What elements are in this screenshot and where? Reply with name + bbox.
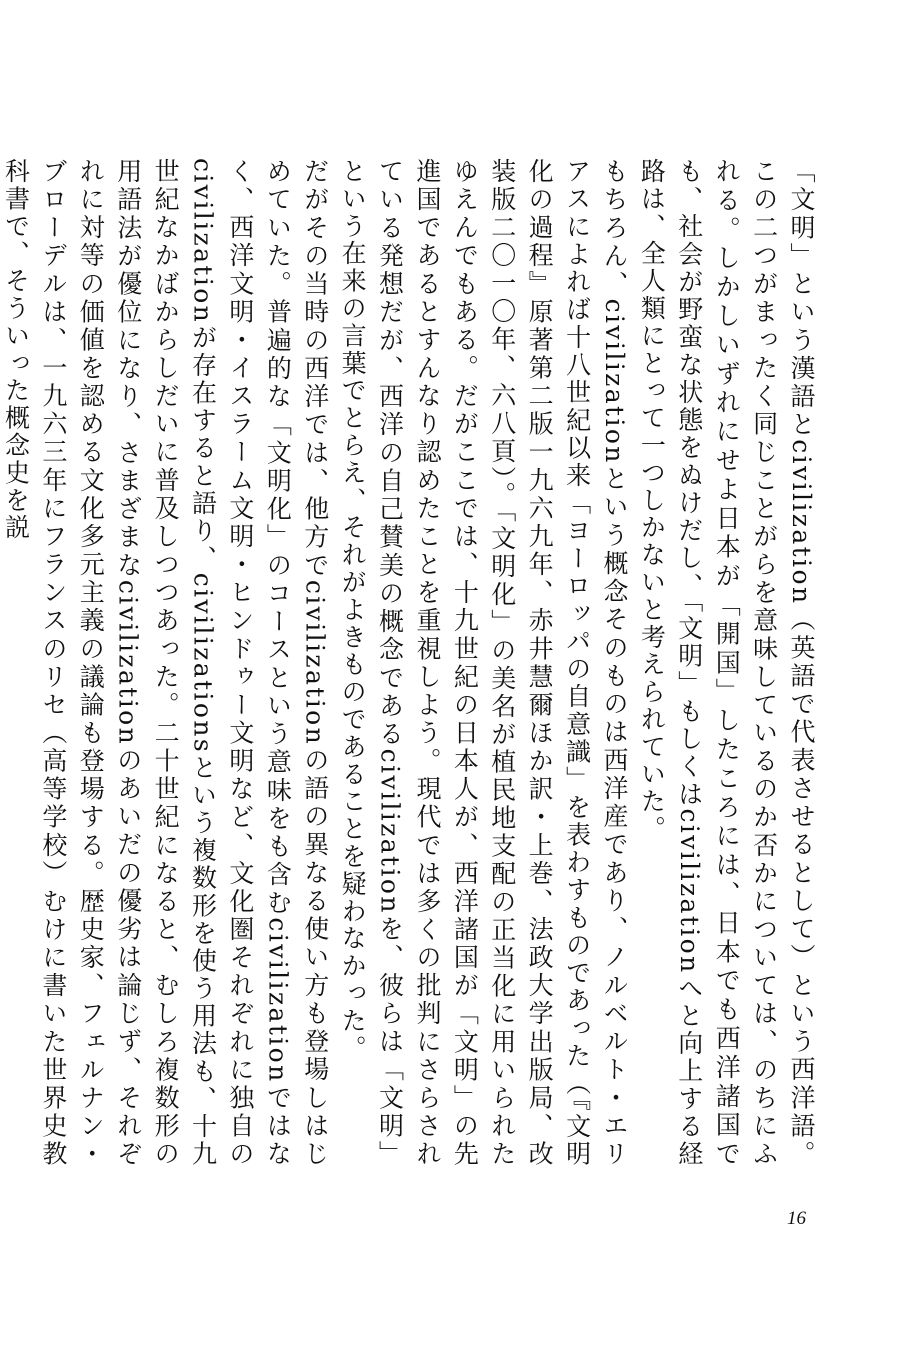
paragraph-3: だがその当時の西洋では、他方でcivilizationの語の異なる使い方も登場しはじめていた。普遍的な「文明化」のコースという意味をも含むcivilizationではなく、西洋文明・イスラーム文明・ヒンドゥー文明など、文化圏それぞれに独自のcivilizationが存在すると語り、civilizationsという複数形を使う用法も、十九世紀なかばからしだいに普及しつつあった。二十世紀になると、むしろ複数形の用語法が優位になり、さまざまなcivilizationのあいだの優劣は論じず、それぞれに対等の価値を認める文化多元主義の議論も登場する。歴史家、フェルナン・ブローデルは、一九六三年にフランスのリセ（高等学校）むけに書いた世界史教科書で、そういった概念史を説	[1, 158, 330, 1168]
vertical-text-body	[1, 158, 820, 1168]
page-number: 16	[787, 1208, 806, 1229]
paragraph-1: 「文明」という漢語とcivilization（英語で代表させるとして）という西洋語。この二つがまったく同じことがらを意味しているのか否かについては、のちにふれる。しかしいずれにせよ日本が「開国」したころには、日本でも西洋諸国でも、社会が野蛮な状態をぬけだし、「文明」もしくはcivilizationへと向上する経路は、全人類にとって一つしかないと考えられていた。	[637, 158, 816, 1168]
paragraph-2: もちろん、civilizationという概念そのものは西洋産であり、ノルベルト・エリアスによれば十八世紀以来「ヨーロッパの自意識」を表わすものであった（『文明化の過程』原著第二版一九六九年、赤井慧爾ほか訳・上巻、法政大学出版局、改装版二〇一〇年、六八頁）。「文明化」の美名が植民地支配の正当化に用いられたゆえんでもある。だがここでは、十九世紀の日本人が、西洋諸国が「文明」の先進国であるとすんなり認めたことを重視しよう。現代では多くの批判にさらされている発想だが、西洋の自己賛美の概念であるcivilizationを、彼らは「文明」という在来の言葉でとらえ、それがよきものであることを疑わなかった。	[338, 158, 629, 1168]
